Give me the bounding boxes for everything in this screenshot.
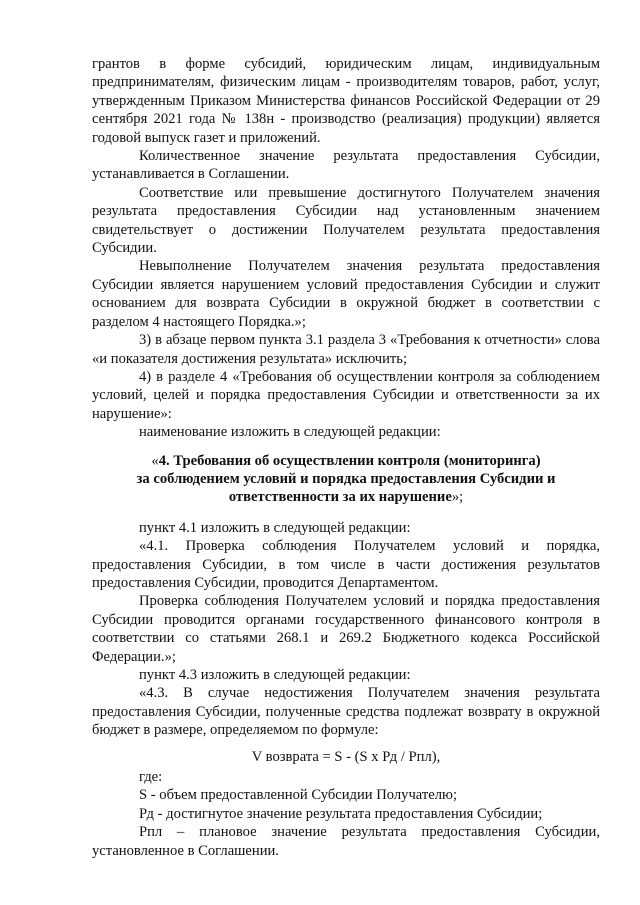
section-heading xyxy=(92,452,600,507)
paragraph: наименование изложить в следующей редакции: xyxy=(139,424,441,441)
heading-line-1-text: 4. Требования об осуществлении контроля (мониторинга) xyxy=(158,452,541,469)
paragraph: 4) в разделе 4 «Требования об осуществлении контроля за соблюдением условий, целей и порядка предоставления Субсидии и ответственности за их нарушение»: xyxy=(92,368,600,422)
heading-open-quote: « xyxy=(151,452,159,469)
paragraph: Невыполнение Получателем значения результата предоставления Субсидии является нарушением условий предоставления Субсидии и служит основанием для возврата Субсидии в окружной бюджет в соответствии с разделом 4 настоящего Порядка.»; xyxy=(92,258,600,330)
paragraph: пункт 4.1 изложить в следующей редакции: xyxy=(139,519,411,536)
paragraph: Рд - достигнутое значение результата предоставления Субсидии; xyxy=(139,805,543,822)
heading-line-2: за соблюдением условий и порядка предоставления Субсидии и xyxy=(136,470,556,487)
document-page xyxy=(92,55,600,860)
heading-line-3 xyxy=(92,488,600,506)
paragraph: Количественное значение результата предоставления Субсидии, устанавливается в Соглашении. xyxy=(92,148,600,183)
heading-line-1 xyxy=(92,452,600,470)
paragraph: Соответствие или превышение достигнутого Получателем значения результата предоставления Субсидии над установленным значением свидетельствует о достижении Получателем результата предоставления Субсидии. xyxy=(92,184,600,257)
formula: V возврата = S - (S х Рд / Рпл), xyxy=(251,748,441,765)
paragraph: пункт 4.3 изложить в следующей редакции: xyxy=(139,667,411,683)
paragraph: 3) в абзаце первом пункта 3.1 раздела 3 «Требования к отчетности» слова «и показателя достижения результата» исключить; xyxy=(92,332,600,367)
heading-close-quote: »; xyxy=(451,489,464,506)
paragraphs-bottom xyxy=(92,768,600,860)
paragraphs-top xyxy=(92,55,600,442)
heading-line-3-text: ответственности за их нарушение xyxy=(228,489,452,506)
paragraphs-middle xyxy=(92,519,600,740)
paragraph: S - объем предоставленной Субсидии Получателю; xyxy=(139,787,457,804)
paragraph: где: xyxy=(139,769,163,786)
paragraph: грантов в форме субсидий, юридическим лицам, индивидуальным предпринимателям, физическим лицам - производителям товаров, работ, услуг, утвержденным Приказом Министерства финансов Российской Федерации от 29 сентября 2021 года № 138н - производство (реализация) продукции) является годовой выпуск газет и приложений. xyxy=(92,56,600,146)
paragraph: Рпл – плановое значение результата предоставления Субсидии, установленное в Соглашении. xyxy=(92,824,600,859)
paragraph: «4.1. Проверка соблюдения Получателем условий и порядка, предоставления Субсидии, в том числе в части достижения результатов предоставления Субсидии, проводится Департаментом. xyxy=(92,538,600,591)
paragraph: «4.3. В случае недостижения Получателем значения результата предоставления Субсидии, полученные средства подлежат возврату в окружной бюджет в размере, определяемом по формуле: xyxy=(92,685,600,739)
paragraph: Проверка соблюдения Получателем условий и порядка предоставления Субсидии проводится органами государственного финансового контроля в соответствии со статьями 268.1 и 269.2 Бюджетного кодекса Российской Федерации.»; xyxy=(92,593,600,665)
